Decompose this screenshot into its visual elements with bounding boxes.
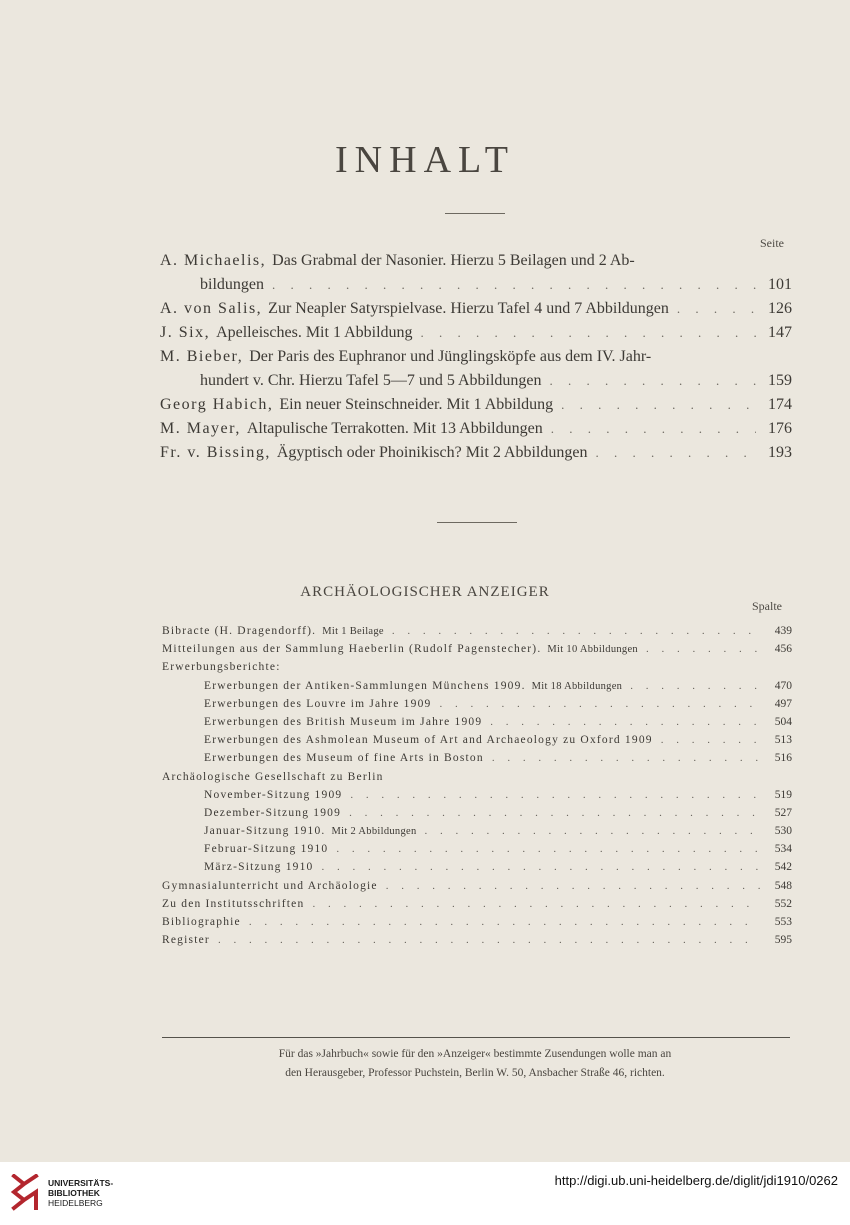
page-title: INHALT (335, 139, 515, 181)
anzeiger-entry-note: Mit 1 Beilage (322, 626, 384, 637)
anzeiger-entry-title: Zu den Institutsschriften (162, 897, 305, 910)
anzeiger-entry (162, 789, 792, 807)
anzeiger-leader-dots (336, 843, 760, 855)
toc-leader-dots (561, 397, 756, 413)
anzeiger-column-number: 439 (774, 625, 792, 637)
library-line-1: UNIVERSITÄTS- (48, 1178, 114, 1188)
anzeiger-entry (162, 771, 792, 789)
footer-rule (162, 1037, 790, 1038)
anzeiger-entry-note: Mit 2 Abbildungen (331, 826, 417, 838)
anzeiger-leader-dots (386, 880, 760, 892)
anzeiger-entry (162, 807, 792, 825)
anzeiger-column-number: 553 (774, 916, 792, 928)
anzeiger-leader-dots (349, 807, 760, 819)
toc-description: Altapulische Terrakotten. Mit 13 Abbildungen (246, 420, 543, 437)
anzeiger-entry-title: Erwerbungen des Ashmolean Museum of Art and Archaeology zu Oxford 1909 (204, 734, 653, 747)
anzeiger-entry-title: Januar-Sitzung 1910. (204, 825, 326, 838)
anzeiger-column-number: 542 (774, 861, 792, 874)
anzeiger-column-number: 530 (774, 825, 792, 838)
anzeiger-entry-title: Bibliographie (162, 916, 241, 928)
anzeiger-leader-dots (249, 916, 760, 928)
anzeiger-entry (162, 625, 792, 643)
anzeiger-leader-dots (425, 825, 760, 837)
seite-label: Seite (760, 236, 784, 250)
anzeiger-entry (162, 825, 792, 843)
anzeiger-entry (162, 843, 792, 861)
toc-page-number: 147 (768, 324, 792, 341)
footer-line-2: den Herausgeber, Professor Puchstein, Berlin W. 50, Ansbacher Straße 46, richten. (285, 1067, 665, 1079)
toc-leader-dots (551, 421, 756, 437)
library-line-3: HEIDELBERG (48, 1198, 103, 1208)
toc-description: Zur Neapler Satyrspielvase. Hierzu Tafel 4 und 7 Abbildungen (268, 300, 669, 317)
toc-entry (160, 348, 792, 372)
toc-page-number: 176 (768, 420, 792, 437)
anzeiger-leader-dots (630, 680, 760, 692)
toc-description: bildungen (200, 276, 264, 293)
anzeiger-entry (162, 698, 792, 716)
toc-page-number: 126 (768, 300, 792, 317)
toc-entry (160, 420, 792, 444)
toc-author: J. Six, (160, 324, 211, 341)
anzeiger-entry (162, 734, 792, 752)
toc-leader-dots (272, 277, 756, 293)
anzeiger-entry-title: Gymnasialunterricht und Archäologie (162, 879, 378, 892)
anzeiger-entry-title: Archäologische Gesellschaft zu Berlin (162, 770, 384, 783)
anzeiger-leader-dots (392, 625, 760, 637)
anzeiger-leader-dots (492, 752, 760, 764)
toc-author: M. Bieber, (160, 348, 244, 365)
toc-page-number: 159 (768, 372, 792, 389)
anzeiger-column-number: 504 (774, 715, 792, 728)
anzeiger-column-number: 534 (774, 843, 792, 856)
toc-page-number: 193 (768, 444, 792, 461)
spalte-label: Spalte (752, 599, 782, 613)
anzeiger-entry (162, 934, 792, 952)
footer-line-1: Für das »Jahrbuch« sowie für den »Anzeiger« bestimmte Zusendungen wolle man an (278, 1048, 672, 1060)
anzeiger-column-number: 516 (774, 752, 792, 765)
anzeiger-leader-dots (646, 643, 760, 655)
toc-leader-dots (595, 445, 756, 461)
anzeiger-entry (162, 716, 792, 734)
toc-page-number: 101 (768, 276, 792, 293)
anzeiger-entry (162, 752, 792, 770)
toc-page-number: 174 (768, 396, 792, 413)
anzeiger-entry-note: Mit 10 Abbildungen (547, 644, 638, 656)
anzeiger-entry-title: Register (162, 934, 210, 947)
toc-description: hundert v. Chr. Hierzu Tafel 5—7 und 5 Abbildungen (200, 372, 542, 389)
anzeiger-entry (162, 680, 792, 698)
anzeiger-column-number: 595 (774, 934, 792, 947)
toc-entry (160, 372, 792, 396)
toc-leader-dots (421, 325, 756, 341)
anzeiger-column-number: 519 (774, 788, 792, 801)
anzeiger-entry-title: März-Sitzung 1910 (204, 861, 314, 874)
anzeiger-title: ARCHÄOLOGISCHER ANZEIGER (300, 584, 550, 600)
toc-leader-dots (550, 373, 757, 389)
title-rule (445, 213, 505, 214)
anzeiger-entry-title: Erwerbungen des Louvre im Jahre 1909 (204, 697, 432, 710)
anzeiger-entry-title: Februar-Sitzung 1910 (204, 843, 329, 856)
toc-entry (160, 276, 792, 300)
anzeiger-leader-dots (312, 898, 760, 910)
anzeiger-entry-title: Erwerbungen des British Museum im Jahre 1909 (204, 715, 483, 728)
anzeiger-entry (162, 916, 792, 934)
anzeiger-entry (162, 861, 792, 879)
toc-description: Der Paris des Euphranor und Jünglingsköpfe aus dem IV. Jahr- (249, 348, 652, 365)
toc-entry (160, 324, 792, 348)
anzeiger-column-number: 456 (774, 643, 792, 656)
anzeiger-leader-dots (322, 861, 760, 873)
anzeiger-entry-title: Erwerbungen der Antiken-Sammlungen Münchens 1909. (204, 679, 526, 692)
anzeiger-entry (162, 880, 792, 898)
anzeiger-column-number: 513 (774, 734, 792, 747)
anzeiger-column-number: 548 (774, 879, 792, 892)
anzeiger-column-number: 470 (774, 679, 792, 692)
anzeiger-entry-title: Dezember-Sitzung 1909 (204, 806, 342, 819)
toc-description: Das Grabmal der Nasonier. Hierzu 5 Beilagen und 2 Ab- (272, 252, 635, 269)
anzeiger-column-number: 552 (774, 897, 792, 910)
anzeiger-entry-title: Erwerbungsberichte: (162, 661, 281, 674)
anzeiger-entry-title: Erwerbungen des Museum of fine Arts in Boston (204, 752, 484, 765)
toc-author: Fr. v. Bissing, (160, 444, 271, 461)
library-name (48, 1178, 113, 1208)
library-logo-icon (10, 1174, 40, 1212)
anzeiger-list (162, 625, 792, 952)
toc-description: Ägyptisch oder Phoinikisch? Mit 2 Abbildungen (276, 444, 588, 461)
toc-description: Apelleisches. Mit 1 Abbildung (216, 324, 413, 341)
anzeiger-entry-note: Mit 18 Abbildungen (531, 680, 623, 692)
toc-leader-dots (677, 301, 756, 317)
toc-author: A. von Salis, (160, 300, 263, 317)
anzeiger-leader-dots (218, 934, 760, 946)
toc-entry (160, 444, 792, 468)
toc-description: Ein neuer Steinschneider. Mit 1 Abbildung (279, 396, 554, 413)
anzeiger-entry (162, 643, 792, 661)
anzeiger-entry-title: November-Sitzung 1909 (204, 788, 343, 801)
toc-author: A. Michaelis, (160, 252, 267, 269)
footer-note (160, 1045, 790, 1083)
anzeiger-entry (162, 661, 792, 679)
toc-entry (160, 396, 792, 420)
anzeiger-leader-dots (490, 716, 760, 728)
library-line-2: BIBLIOTHEK (48, 1188, 100, 1198)
anzeiger-entry (162, 898, 792, 916)
source-url-link[interactable]: http://digi.ub.uni-heidelberg.de/diglit/jdi1910/0262 (554, 1173, 838, 1188)
toc-entry (160, 300, 792, 324)
anzeiger-entry-title: Bibracte (H. Dragendorff). (162, 625, 317, 637)
section-rule (437, 522, 517, 523)
anzeiger-leader-dots (439, 698, 760, 710)
anzeiger-entry-title: Mitteilungen aus der Sammlung Haeberlin (Rudolf Pagenstecher). (162, 643, 542, 656)
anzeiger-column-number: 527 (774, 806, 792, 819)
toc-author: M. Mayer, (160, 420, 241, 437)
contents-list (160, 252, 792, 468)
anzeiger-column-number: 497 (774, 697, 792, 710)
toc-author: Georg Habich, (160, 396, 274, 413)
anzeiger-leader-dots (350, 789, 760, 801)
anzeiger-leader-dots (661, 734, 760, 746)
library-bar (0, 1162, 850, 1225)
toc-entry (160, 252, 792, 276)
